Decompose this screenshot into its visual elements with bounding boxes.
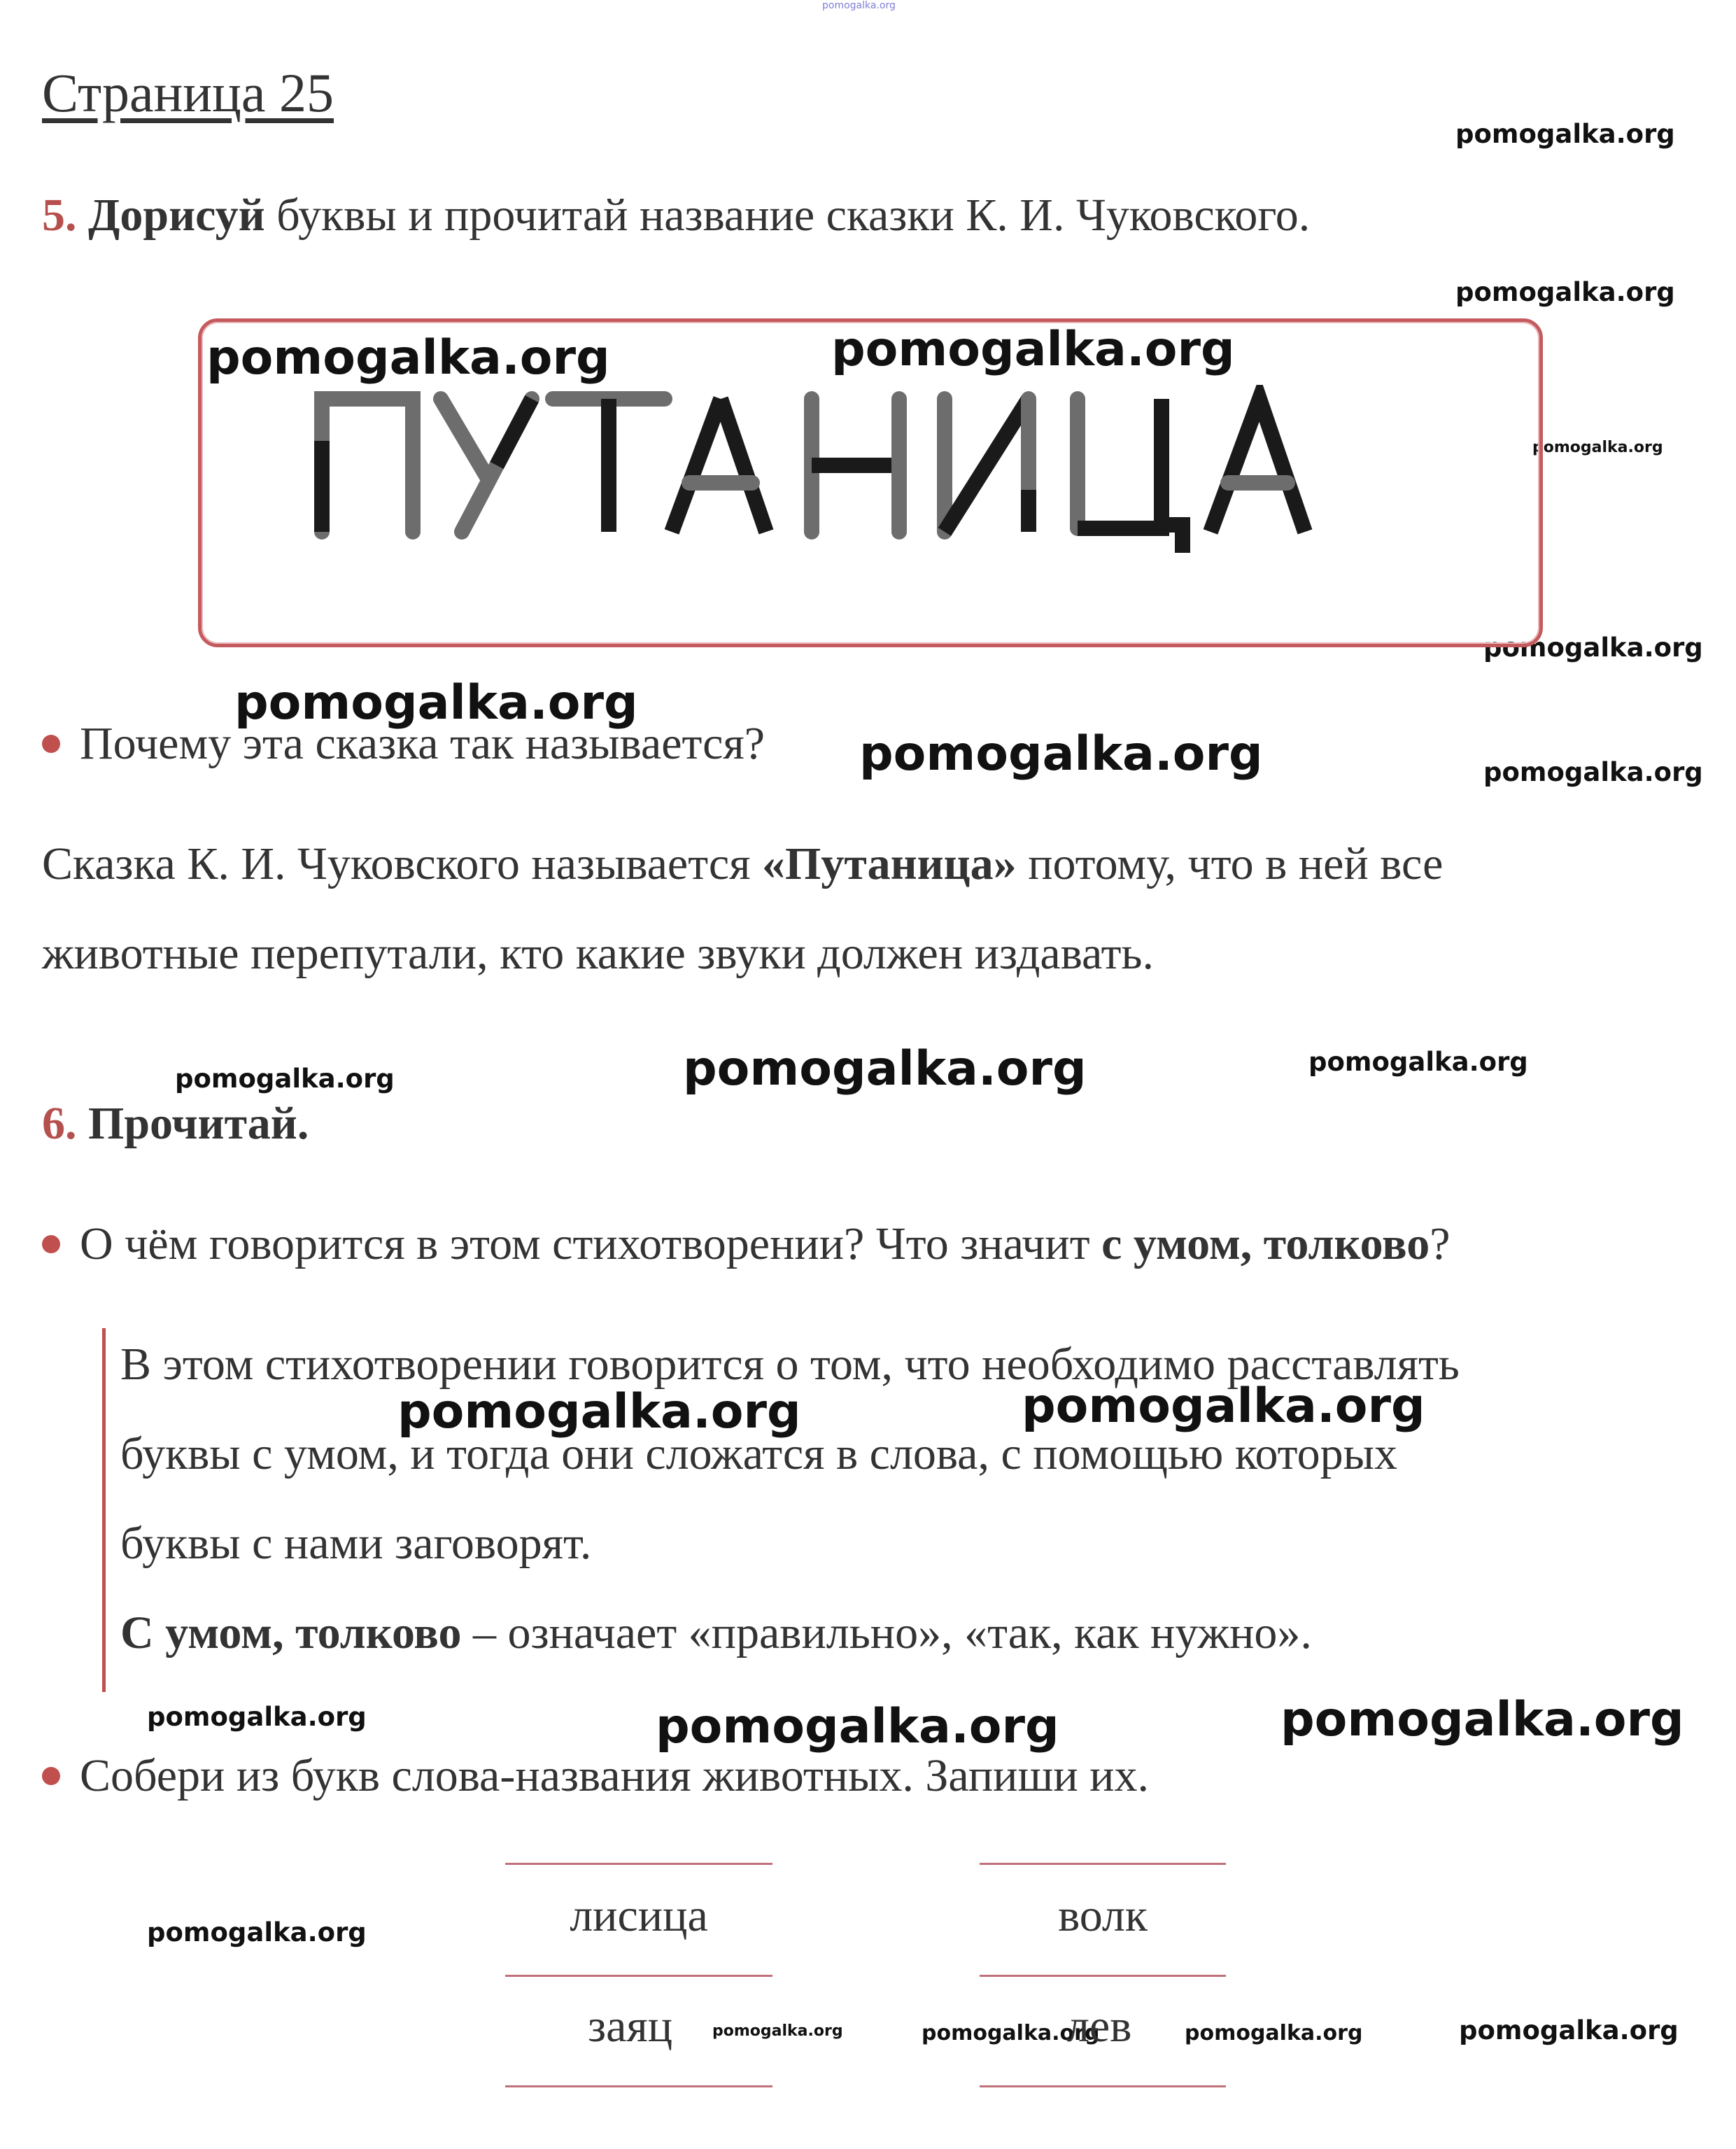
task-5-heading bbox=[42, 189, 1310, 242]
watermark: pomogalka.org bbox=[1455, 119, 1675, 149]
watermark: pomogalka.org bbox=[206, 330, 610, 386]
letter-u-left bbox=[441, 399, 486, 476]
watermark: pomogalka.org bbox=[1483, 757, 1703, 787]
task-5-answer-line-1 bbox=[42, 838, 1443, 891]
watermark: pomogalka.org bbox=[147, 1702, 367, 1732]
task-verb: Дорисуй bbox=[88, 190, 265, 241]
letter-ts-body bbox=[1078, 399, 1162, 528]
letter-i-diag bbox=[945, 399, 1029, 532]
task-number: 6. bbox=[42, 1098, 77, 1149]
letter-u-right-black bbox=[497, 399, 532, 465]
watermark: pomogalka.org bbox=[175, 1064, 395, 1094]
answer-rule bbox=[980, 1863, 1226, 1865]
task-5-question bbox=[42, 717, 765, 770]
watermark: pomogalka.org bbox=[1185, 2021, 1363, 2045]
watermark: pomogalka.org bbox=[1308, 1047, 1528, 1077]
watermark: pomogalka.org bbox=[831, 322, 1235, 377]
question-end: ? bbox=[1430, 1218, 1451, 1269]
watermark: pomogalka.org bbox=[859, 726, 1263, 782]
watermark: pomogalka.org bbox=[683, 1041, 1087, 1097]
task-6-instruction bbox=[42, 1749, 1149, 1803]
task-6-heading bbox=[42, 1097, 309, 1150]
meaning-bold: С умом, толково bbox=[120, 1607, 462, 1658]
letter-a-left bbox=[672, 399, 721, 532]
answer-word-wolf: волк bbox=[1058, 1890, 1148, 1941]
letter-a-right bbox=[721, 399, 766, 532]
answer-bold: «Путаница» bbox=[762, 838, 1017, 889]
answer-text: Сказка К. И. Чуковского называется bbox=[42, 838, 763, 889]
answer-quote-bar bbox=[102, 1328, 106, 1692]
puzzle-letters-svg bbox=[301, 385, 1455, 553]
watermark: pomogalka.org bbox=[234, 675, 638, 731]
watermark: pomogalka.org bbox=[1022, 1379, 1425, 1434]
meaning-text: – означает «правильно», «так, как нужно». bbox=[461, 1607, 1312, 1658]
answer-rule bbox=[505, 1975, 772, 1977]
task-text: буквы и прочитай название сказки К. И. Чуковского. bbox=[264, 190, 1311, 241]
task-6-answer-line-2: буквы с умом, и тогда они сложатся в слова, с помощью которых bbox=[120, 1428, 1397, 1479]
bullet-icon bbox=[42, 735, 60, 753]
task-6-answer-line-3: буквы с нами заговорят. bbox=[120, 1518, 592, 1569]
task-5-answer-line-2: животные перепутали, кто какие звуки должен издавать. bbox=[42, 928, 1155, 979]
answer-rule bbox=[505, 1863, 772, 1865]
watermark: pomogalka.org bbox=[922, 2021, 1100, 2045]
watermark: pomogalka.org bbox=[1459, 2015, 1679, 2045]
bullet-icon bbox=[42, 1235, 60, 1253]
letter-a2 bbox=[1211, 399, 1305, 532]
task-6-question bbox=[42, 1218, 1451, 1271]
answer-word-hare: заяц bbox=[588, 2001, 673, 2052]
page-title: Страница 25 bbox=[42, 62, 334, 123]
task-verb: Прочитай. bbox=[88, 1098, 309, 1149]
watermark: pomogalka.org bbox=[1483, 633, 1703, 663]
answer-text-end: потому, что в ней все bbox=[1016, 838, 1444, 889]
letter-p-grey bbox=[322, 399, 413, 532]
watermark: pomogalka.org bbox=[1532, 439, 1663, 456]
instruction-text: Собери из букв слова-названия животных. Запиши их. bbox=[80, 1750, 1149, 1801]
watermark: pomogalka.org bbox=[397, 1384, 801, 1439]
task-number: 5. bbox=[42, 190, 77, 241]
letter-ts-tail bbox=[1162, 525, 1183, 553]
answer-rule bbox=[505, 2085, 772, 2087]
answer-rule bbox=[980, 2085, 1226, 2087]
task-6-meaning bbox=[120, 1607, 1312, 1660]
watermark: pomogalka.org bbox=[1455, 277, 1675, 307]
watermark: pomogalka.org bbox=[147, 1917, 367, 1947]
watermark: pomogalka.org bbox=[712, 2022, 843, 2040]
answer-word-fox: лисица bbox=[570, 1890, 708, 1941]
watermark: pomogalka.org bbox=[656, 1699, 1059, 1754]
watermark: pomogalka.org bbox=[1280, 1692, 1684, 1747]
puzzle-word bbox=[301, 385, 1455, 553]
watermark-top: pomogalka.org bbox=[822, 0, 896, 11]
bullet-icon bbox=[42, 1767, 60, 1785]
answer-word-lion: лев bbox=[1066, 2001, 1132, 2052]
answer-rule bbox=[980, 1975, 1226, 1977]
task-6-answer-line-1: В этом стихотворении говорится о том, что необходимо расставлять bbox=[120, 1339, 1460, 1390]
question-bold: с умом, толково bbox=[1101, 1218, 1430, 1269]
question-text: Почему эта сказка так называется? bbox=[80, 718, 765, 769]
question-text: О чём говорится в этом стихотворении? Что значит bbox=[80, 1218, 1102, 1269]
